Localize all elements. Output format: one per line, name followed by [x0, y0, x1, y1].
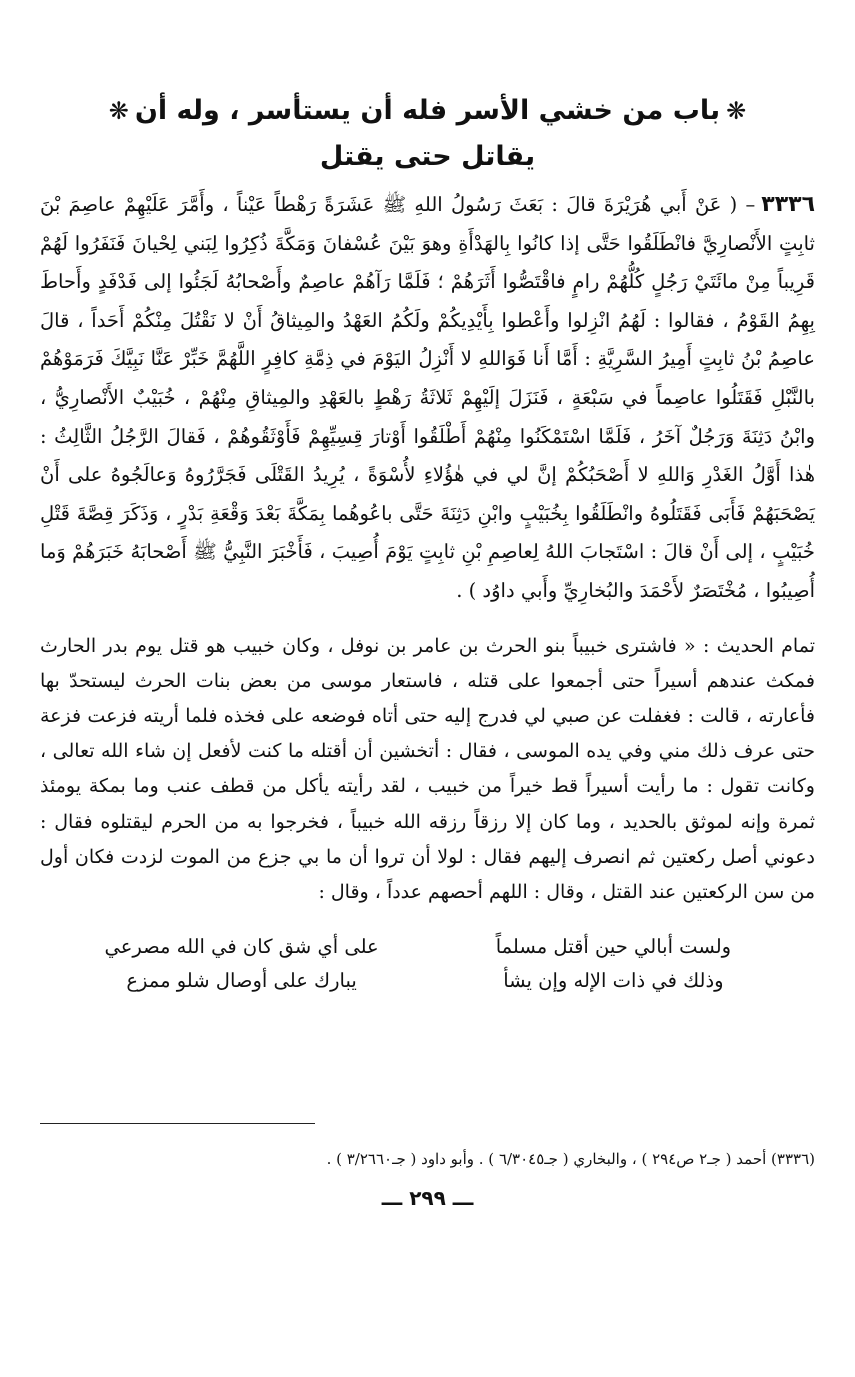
poem-hemistich-first: ولست أبالي حين أقتل مسلماً	[495, 935, 732, 959]
poem-hemistich-first: وذلك في ذات الإله وإن يشأ	[503, 969, 724, 993]
poem-verse	[40, 964, 815, 998]
poem-hemistich-second: على أي شق كان في الله مصرعي	[104, 935, 379, 959]
hadith-text: – ( عَنْ أَبي هُرَيْرَةَ قالَ : بَعَثَ رَسُولُ اللهِ ﷺ عَشَرَةً رَهْطاً عَيْناً ، وأَمَّرَ عَلَيْهِمْ عاصِمَ بْنَ ثابِتٍ الأَنْصارِيَّ فانْطَلَقُوا حَتَّى إذا كانُوا بِالهَدْأَةِ وهوَ بَيْنَ عُسْفانَ وَمَكَّةَ ذُكِرُوا لِبَني لِحْيانَ فَنَفَرُوا لَهُمْ قَرِيباً مِنْ مائَتَيْ رَجُلٍ كُلُّهُمْ رامٍ فاقْتَصُّوا أَثَرَهُمْ ؛ فَلَمَّا رَآهُمْ عاصِمٌ وأَصْحابُهُ لَجَئُوا إلى فَدْفَدٍ وأَحاطَ بِهِمُ القَوْمُ ، فقالوا : لَهُمُ انْزِلوا وأَعْطوا بِأَيْدِيكُمْ ولَكُمُ العَهْدُ والمِيثاقُ أَنْ لا نَقْتُلَ مِنْكُمْ أَحَداً ، قالَ عاصِمُ بْنُ ثابِتٍ أَمِيرُ السَّرِيَّةِ : أَمَّا أَنا فَوَاللهِ لا أَنْزِلُ اليَوْمَ في ذِمَّةِ كافِرٍ اللَّهُمَّ خَبِّرْ عَنَّا نَبِيَّكَ فَرَمَوْهُمْ بالنَّبْلِ فَقَتَلُوا عاصِماً في سَبْعَةٍ ، فَنَزَلَ إلَيْهِمْ ثَلاثَةُ رَهْطٍ بالعَهْدِ والمِيثاقِ مِنْهُمْ ، خُبَيْبٌ الأَنْصارِيُّ ، وابْنُ دَثِنَةَ وَرَجُلٌ آخَرُ ، فَلَمَّا اسْتَمْكَنُوا مِنْهُمْ أَطْلَقُوا أَوْتارَ قِسِيِّهِمْ فَأَوْثَقُوهُمْ ، فَقالَ الرَّجُلُ الثَّالِثُ : هٰذا أَوَّلُ الغَدْرِ وَاللهِ لا أَصْحَبُكُمْ إنَّ لي في هٰؤُلاءِ لأُسْوَةً ، يُرِيدُ القَتْلَى فَجَرَّرُوهُ وَعالَجُوهُ على أَنْ يَصْحَبَهُمْ فَأَبَى فَقَتَلُوهُ وانْطَلَقُوا بِخُبَيْبٍ وابْنِ دَثِنَةَ حَتَّى باعُوهُما بِمَكَّةَ بَعْدَ وَقْعَةِ بَدْرٍ ، وَذَكَرَ قِصَّةَ قَتْلِ خُبَيْبٍ ، إلى أَنْ قالَ : اسْتَجابَ اللهُ لِعاصِمِ بْنِ ثابِتٍ يَوْمَ أُصِيبَ ، فَأَخْبَرَ النَّبِيُّ ﷺ أَصْحابَهُ خَبَرَهُمْ وَما أُصِيبُوا ، مُخْتَصَرٌ لأَحْمَدَ والبُخارِيِّ وأَبي داوُد ) .	[40, 193, 815, 602]
poem	[40, 930, 815, 998]
page-body	[40, 88, 815, 1377]
hadith-paragraph	[40, 186, 815, 611]
star-ornament-icon: ❋	[108, 97, 129, 125]
footnote: (٣٣٣٦) أحمد ( جـ٢ ص٢٩٤ ) ، والبخاري ( جـ٦/٣٠٤٥ ) . وأبو داود ( جـ٣/٢٦٦٠ ) .	[326, 1150, 815, 1168]
chapter-title	[40, 88, 815, 180]
poem-hemistich-second: يبارك على أوصال شلو ممزع	[126, 969, 357, 993]
footnote-divider	[40, 1123, 315, 1124]
hadith-number: ٣٣٣٦	[761, 192, 815, 217]
page-number: ـــ ٢٩٩ ـــ	[381, 1186, 474, 1210]
chapter-title-line1: باب من خشي الأسر فله أن يستأسر ، وله أن	[134, 95, 721, 126]
chapter-title-line2: يقاتل حتى يقتل	[319, 141, 536, 172]
poem-verse	[40, 930, 815, 964]
commentary-paragraph: تمام الحديث : « فاشترى خبيباً بنو الحرث بن عامر بن نوفل ، وكان خبيب هو قتل يوم بدر الحارث فمكث عندهم أسيراً حتى أجمعوا على قتله ، فاستعار موسى من بعض بنات الحرث ليستحدّ بها فأعارته ، قالت : فغفلت عن صبي لي فدرج إليه حتى أتاه فوضعه على فخذه فلما أريته فزعت فزعة حتى عرف ذلك مني وفي يده الموسى ، فقال : أتخشين أن أقتله ما كنت لأفعل إن شاء الله تعالى ، وكانت تقول : ما رأيت أسيراً قط خيراً من خبيب ، لقد رأيته يأكل من قطف عنب وما بمكة يومئذ ثمرة وإنه لموثق بالحديد ، وما كان إلا رزقاً رزقه الله خبيباً ، فخرجوا به من الحرم ليقتلوه فقال : دعوني أصل ركعتين ثم انصرف إليهم فقال : لولا أن تروا أن ما بي جزع من الموت لزدت فكان أول من سن الركعتين عند القتل ، وقال : اللهم أحصهم عدداً ، وقال :	[40, 634, 815, 903]
star-ornament-icon: ❋	[726, 97, 747, 125]
